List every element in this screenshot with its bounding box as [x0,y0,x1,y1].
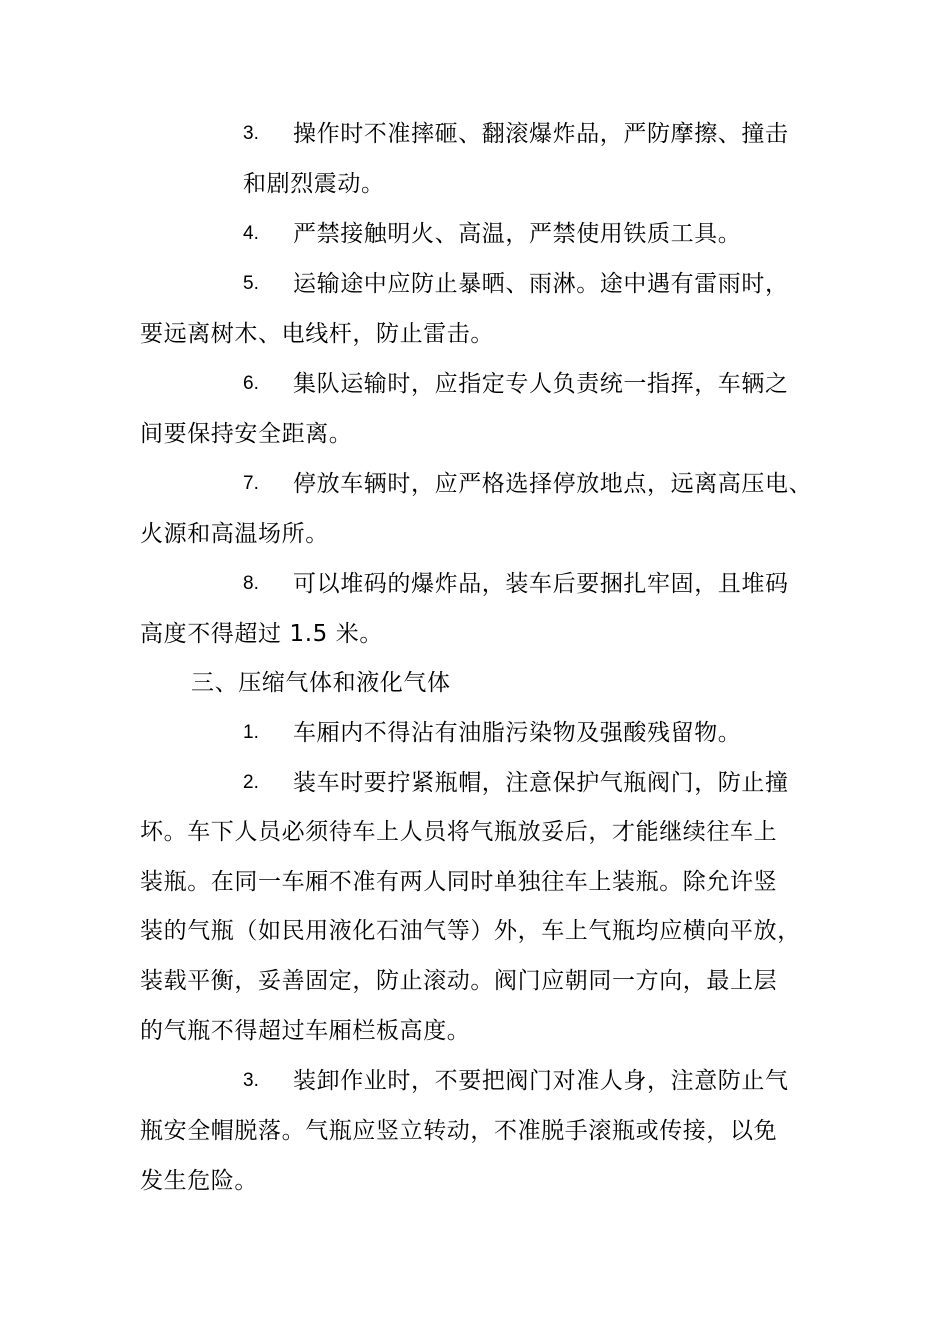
item-number: 3. [243,123,259,144]
paragraph-line: 发生危险。 [140,1168,258,1194]
paragraph-line: 的气瓶不得超过车厢栏板高度。 [140,1018,471,1044]
paragraph-line: 车厢内不得沾有油脂污染物及强酸残留物。 [293,720,742,746]
paragraph-line: 坏。车下人员必须待车上人员将气瓶放妥后，才能继续往车上 [140,819,778,845]
item-number: 3. [243,1070,259,1091]
paragraph-line: 装车时要拧紧瓶帽，注意保护气瓶阀门，防止撞 [293,770,789,796]
section-heading: 三、压缩气体和液化气体 [191,670,451,696]
paragraph-line: 装载平衡，妥善固定，防止滚动。阀门应朝同一方向，最上层 [140,968,778,994]
item-number: 8. [243,573,259,594]
paragraph-line: 运输途中应防止暴晒、雨淋。途中遇有雷雨时， [293,271,789,297]
paragraph-line: 间要保持安全距离。 [140,421,353,447]
paragraph-line: 要远离树木、电线杆，防止雷击。 [140,321,494,347]
item-number: 2. [243,772,259,793]
paragraph-line: 装瓶。在同一车厢不准有两人同时单独往车上装瓶。除允许竖 [140,869,778,895]
paragraph-line: 瓶安全帽脱落。气瓶应竖立转动，不准脱手滚瓶或传接，以免 [140,1118,778,1144]
paragraph-line: 严禁接触明火、高温，严禁使用铁质工具。 [293,221,742,247]
paragraph-line: 集队运输时，应指定专人负责统一指挥，车辆之 [293,371,789,397]
paragraph-line: 装的气瓶（如民用液化石油气等）外，车上气瓶均应横向平放， [140,918,801,944]
paragraph-line: 火源和高温场所。 [140,521,329,547]
paragraph-line: 和剧烈震动。 [243,171,385,197]
item-number: 5. [243,273,259,294]
item-number: 1. [243,722,259,743]
item-number: 4. [243,223,259,244]
paragraph-line: 可以堆码的爆炸品，装车后要捆扎牢固，且堆码 [293,571,789,597]
paragraph-line: 停放车辆时，应严格选择停放地点，远离高压电、 [293,471,813,497]
item-number: 6. [243,373,259,394]
paragraph-line: 装卸作业时，不要把阀门对准人身，注意防止气 [293,1068,789,1094]
item-number: 7. [243,473,259,494]
paragraph-line: 高度不得超过 1.5 米。 [140,621,383,647]
paragraph-line: 操作时不准摔砸、翻滚爆炸品，严防摩擦、撞击 [293,121,789,147]
